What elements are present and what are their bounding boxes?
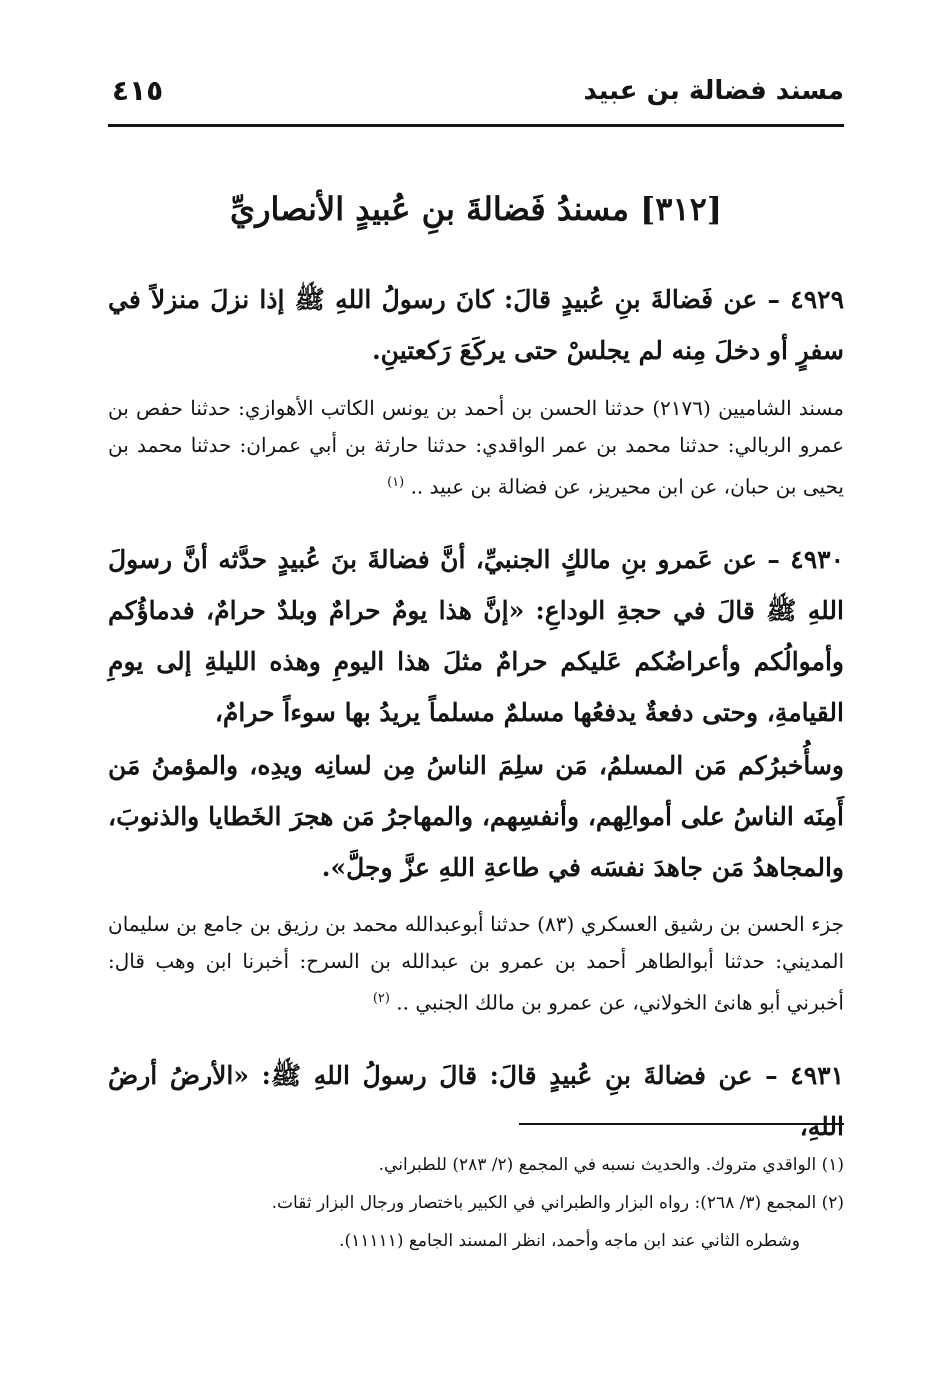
footnotes [108, 1146, 844, 1260]
footnote-1 [108, 1146, 844, 1184]
footnote-ref[interactable]: (١) [387, 475, 405, 490]
hadith-entry-4930 [108, 534, 844, 738]
hadith-number: ٤٩٢٩ [790, 285, 844, 314]
hadith-number: ٤٩٣٠ [790, 545, 844, 574]
source-text: مسند الشاميين (٢١٧٦) حدثنا الحسن بن أحمد بن يونس الكاتب الأهوازي: حدثنا حفص بن عمرو الربالي: حدثنا محمد بن عمر الواقدي: حدثنا حارثة بن أبي عمران: حدثنا محمد بن يحيى بن حبان، عن ابن محيريز، عن فضالة بن عبيد .. [108, 396, 845, 499]
hadith-entry-4931 [108, 1050, 844, 1152]
footnote-2 [108, 1184, 844, 1222]
hadith-entry-4929 [108, 274, 844, 376]
footnote-2-continued: وشطره الثاني عند ابن ماجه وأحمد، انظر المسند الجامع (١١١١١). [339, 1231, 800, 1251]
source-text: جزء الحسن بن رشيق العسكري (٨٣) حدثنا أبوعبدالله محمد بن رزيق بن جامع بن سليمان المديني: حدثنا أبوالطاهر أحمد بن عمرو بن عبدالله بن السرح: أخبرنا ابن وهب قال: أخبرني أبو هانئ الخولاني، عن عمرو بن مالك الجنبي .. [108, 912, 844, 1015]
page-header [108, 70, 844, 110]
page-number: ٤١٥ [112, 74, 164, 107]
footnote-ref[interactable]: (٢) [372, 991, 390, 1006]
hadith-continuation-4930 [108, 740, 844, 893]
footnote-label: (١) [821, 1155, 844, 1175]
running-title: مسند فضالة بن عبيد [583, 76, 844, 106]
hadith-text-continued: وسأُخبرُكم مَن المسلمُ، مَن سلِمَ الناسُ مِن لسانِه ويدِه، والمؤمنُ مَن أَمِنَه الناسُ على أموالِهم، وأنفسِهم، والمهاجرُ مَن هجرَ الخَطايا والذنوبَ، والمجاهدُ مَن جاهدَ نفسَه في طاعةِ اللهِ عزَّ وجلَّ». [108, 751, 844, 882]
footnote-text: المجمع (٣/ ٢٦٨): رواه البزار والطبراني في الكبير باختصار ورجال البزار ثقات. [271, 1193, 817, 1213]
section-title: [٣١٢] مسندُ فَضالةَ بنِ عُبيدٍ الأنصاريِّ [230, 190, 722, 228]
hadith-text: – عن عَمرو بنِ مالكٍ الجنبيِّ، أنَّ فضالةَ بنَ عُبيدٍ حدَّثه أنَّ رسولَ اللهِ ﷺ قالَ في حجةِ الوداعِ: «إنَّ هذا يومٌ حرامٌ وبلدٌ حرامٌ، فدماؤُكم وأموالُكم وأعراضُكم عَليكم حرامٌ مثلَ هذا اليومِ وهذه الليلةِ إلى يومِ القيامةِ، وحتى دفعةٌ يدفعُها مسلمٌ مسلماً يريدُ بها سوءاً حرامٌ، [108, 545, 844, 727]
header-rule [108, 124, 844, 127]
footnote-separator [519, 1123, 844, 1125]
source-note-4930 [108, 906, 844, 1022]
hadith-number: ٤٩٣١ [790, 1061, 844, 1090]
source-note-4929 [108, 390, 844, 506]
hadith-text: – عن فَضالةَ بنِ عُبيدٍ قالَ: كانَ رسولُ اللهِ ﷺ إذا نزلَ منزلاً في سفرٍ أو دخلَ مِنه لم يجلسْ حتى يركَعَ رَكعتينِ. [108, 285, 844, 365]
footnote-text: الواقدي متروك. والحديث نسبه في المجمع (٢/ ٢٨٣) للطبراني. [378, 1155, 817, 1175]
hadith-text: – عن فضالةَ بنِ عُبيدٍ قالَ: قالَ رسولُ اللهِ ﷺ: «الأرضُ أرضُ اللهِ، [108, 1061, 844, 1141]
footnote-label: (٢) [821, 1193, 844, 1213]
